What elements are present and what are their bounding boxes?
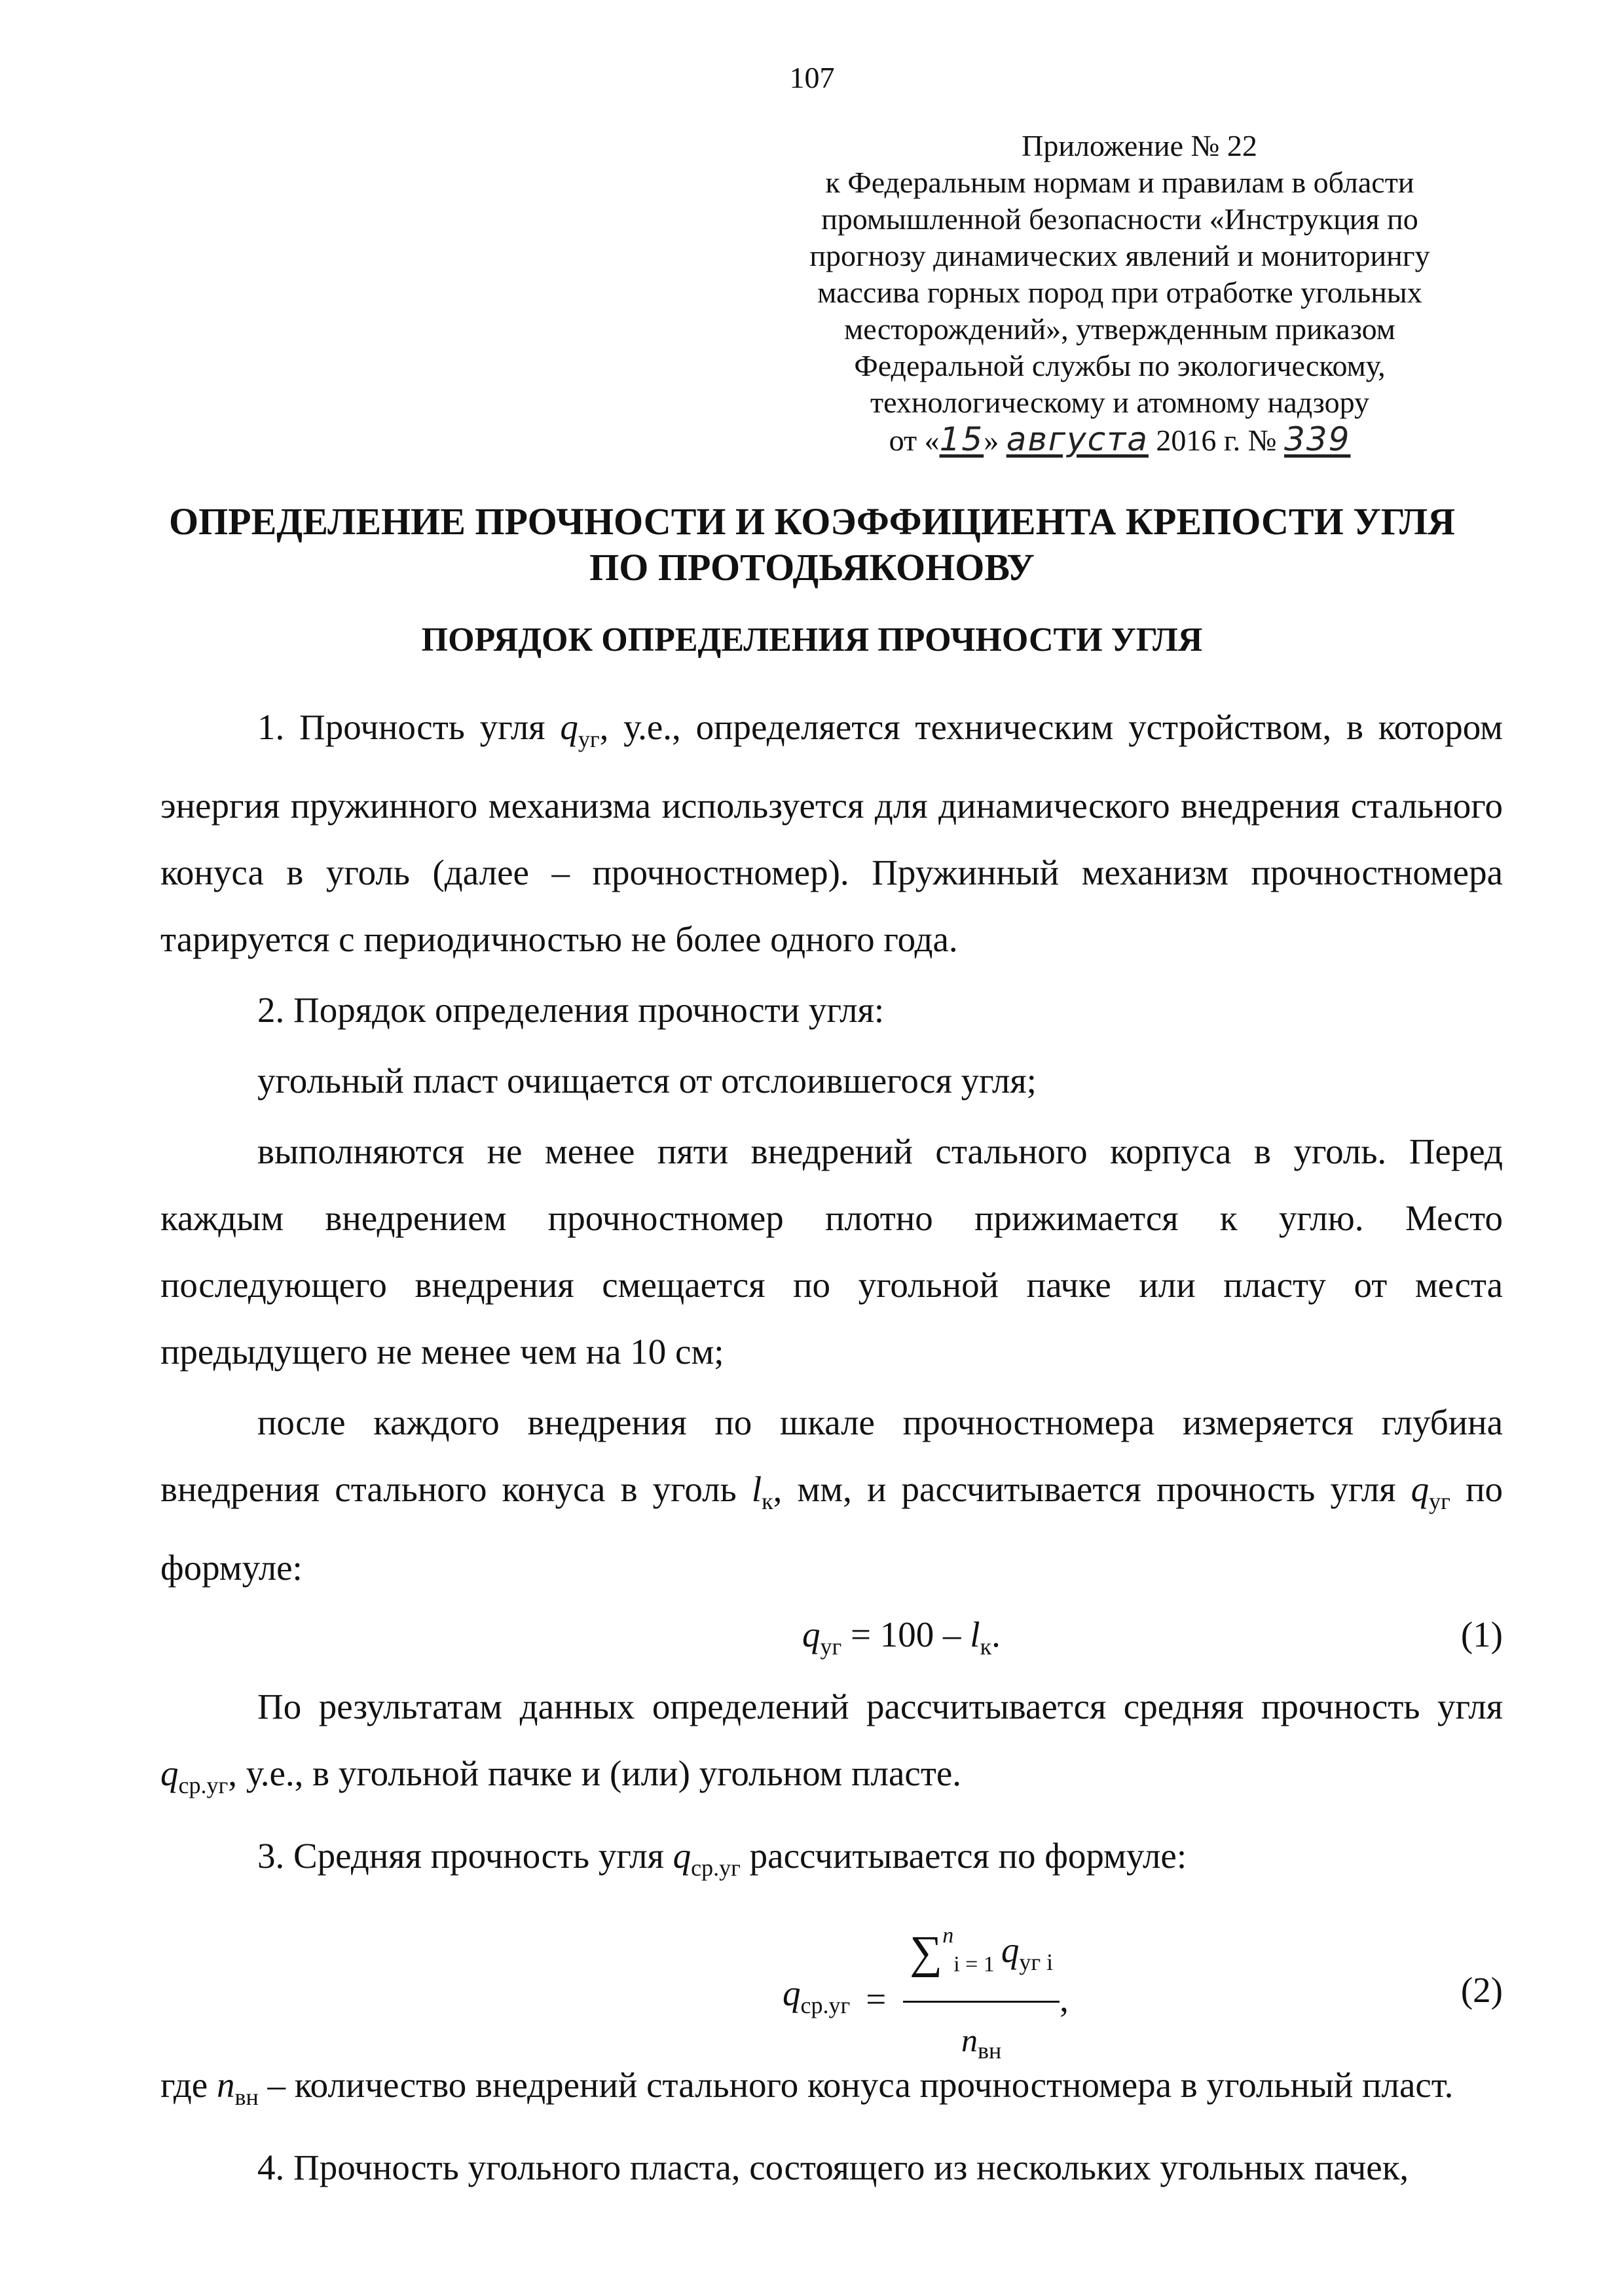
math-text: , <box>1060 1978 1069 2019</box>
math-text: = 100 – <box>841 1614 970 1654</box>
paragraph-1 <box>160 694 1503 973</box>
math-sub: уг <box>1429 1488 1450 1514</box>
math-equals: = <box>866 1978 887 2019</box>
text: 3. Средняя прочность угля <box>257 1836 673 1876</box>
document-title <box>118 499 1506 591</box>
math-var: q <box>560 707 578 747</box>
annex-line: Федеральной службы по экологическому, <box>854 349 1386 382</box>
paragraph-2: 2. Порядок определения прочности угля: <box>257 990 885 1030</box>
annex-header <box>760 128 1480 462</box>
math-sub: к <box>762 1488 773 1514</box>
document-body <box>160 694 1503 2201</box>
math-sub: уг i <box>1019 1949 1054 1975</box>
math-var: q <box>673 1836 692 1876</box>
math-sub: уг <box>820 1633 842 1660</box>
formula-2 <box>160 1901 1503 2064</box>
paragraph-5 <box>160 1389 1503 1601</box>
math-var: q <box>160 1753 179 1793</box>
math-var: q <box>802 1614 821 1654</box>
text: , у.е., в угольной пачке и (или) угольном пласте. <box>228 1753 962 1793</box>
annex-number: Приложение № 22 <box>1022 129 1257 162</box>
handwritten-order-number: 339 <box>1284 420 1351 458</box>
date-year: 2016 г. № <box>1156 424 1277 457</box>
fraction-numerator <box>903 1914 1060 2003</box>
sum-symbol: ∑ <box>910 1927 943 1978</box>
math-sub: вн <box>234 2084 259 2110</box>
fraction <box>903 1914 1060 2084</box>
math-sub: ср.уг <box>800 1992 851 2018</box>
sum-upper-limit: n <box>942 1923 954 1948</box>
math-var: q <box>783 1973 801 2013</box>
section-subtitle: ПОРЯДОК ОПРЕДЕЛЕНИЯ ПРОЧНОСТИ УГЛЯ <box>421 621 1203 659</box>
math-sub: вн <box>978 2037 1002 2064</box>
math-text: . <box>991 1614 1001 1654</box>
annex-line: к Федеральным нормам и правилам в области <box>825 166 1414 199</box>
formula-2-expression <box>783 1914 1069 2084</box>
math-var: l <box>970 1614 980 1654</box>
paragraph-7 <box>160 1823 1503 1901</box>
title-line-2: ПО ПРОТОДЬЯКОНОВУ <box>589 546 1035 589</box>
math-var: n <box>216 2065 235 2105</box>
page-number: 107 <box>789 61 835 94</box>
text: , у.е., определяется техническим устройством, в котором энергия пружинного механизма используется для динамического внедрения стального конуса в уголь (далее – прочностномер). Пружинный механизм прочностномера тарируется с периодичностью не более одного года. <box>160 707 1503 959</box>
text: где <box>160 2065 217 2105</box>
text: – количество внедрений стального конуса прочностномера в угольный пласт. <box>258 2065 1454 2105</box>
math-var: q <box>1001 1930 1020 1970</box>
math-var: n <box>961 2022 978 2058</box>
annex-date <box>760 421 1480 462</box>
annex-line: месторождений», утвержденным приказом <box>844 312 1395 346</box>
math-sub: к <box>980 1633 992 1660</box>
math-sub: уг <box>578 726 600 752</box>
math-sub: ср.уг <box>178 1772 229 1798</box>
annex-line: технологическому и атомному надзору <box>870 386 1369 419</box>
date-mid: » <box>984 424 999 457</box>
fraction-denominator <box>961 2003 1001 2084</box>
text: 1. Прочность угля <box>257 707 561 747</box>
text: , мм, и рассчитывается прочность угля <box>773 1469 1411 1509</box>
title-line-1: ОПРЕДЕЛЕНИЕ ПРОЧНОСТИ И КОЭФФИЦИЕНТА КРЕПОСТИ УГЛЯ <box>168 500 1456 543</box>
annex-line: прогнозу динамических явлений и мониторингу <box>809 239 1430 272</box>
math-var: q <box>1411 1469 1430 1509</box>
text: По результатам данных определений рассчитывается средняя прочность угля <box>257 1686 1503 1726</box>
annex-line: массива горных пород при отработке угольных <box>817 276 1422 309</box>
paragraph-3: угольный пласт очищается от отслоившегося угля; <box>257 1061 1037 1101</box>
paragraph-4: выполняются не менее пяти внедрений стального корпуса в уголь. Перед каждым внедрением прочностномер плотно прижимается к углю. Место последующего внедрения смещается по угольной пачке или пласту от места предыдущего не менее чем на 10 см; <box>160 1131 1503 1372</box>
handwritten-day: 15 <box>939 420 984 458</box>
math-var: l <box>751 1469 762 1509</box>
math-sub: ср.уг <box>691 1855 741 1881</box>
date-prefix: от « <box>889 424 940 457</box>
sum-lower-limit: i = 1 <box>953 1952 995 1977</box>
paragraph-6 <box>160 1673 1503 1819</box>
handwritten-month: августа <box>1006 420 1149 458</box>
text: рассчитывается по формуле: <box>740 1836 1187 1876</box>
formula-1 <box>160 1601 1503 1673</box>
text: по формуле: <box>160 1469 1504 1588</box>
paragraph-9: 4. Прочность угольного пласта, состоящего из нескольких угольных пачек, <box>257 2147 1409 2187</box>
equation-number-2: (2) <box>1460 1970 1503 2010</box>
text: после каждого внедрения по шкале прочностномера измеряется глубина внедрения стального конуса в уголь <box>160 1402 1503 1509</box>
equation-number-1: (1) <box>1460 1614 1503 1654</box>
formula-2-lhs <box>783 1960 850 2039</box>
formula-1-expression <box>802 1601 1001 1680</box>
annex-line: промышленной безопасности «Инструкция по <box>821 202 1418 236</box>
